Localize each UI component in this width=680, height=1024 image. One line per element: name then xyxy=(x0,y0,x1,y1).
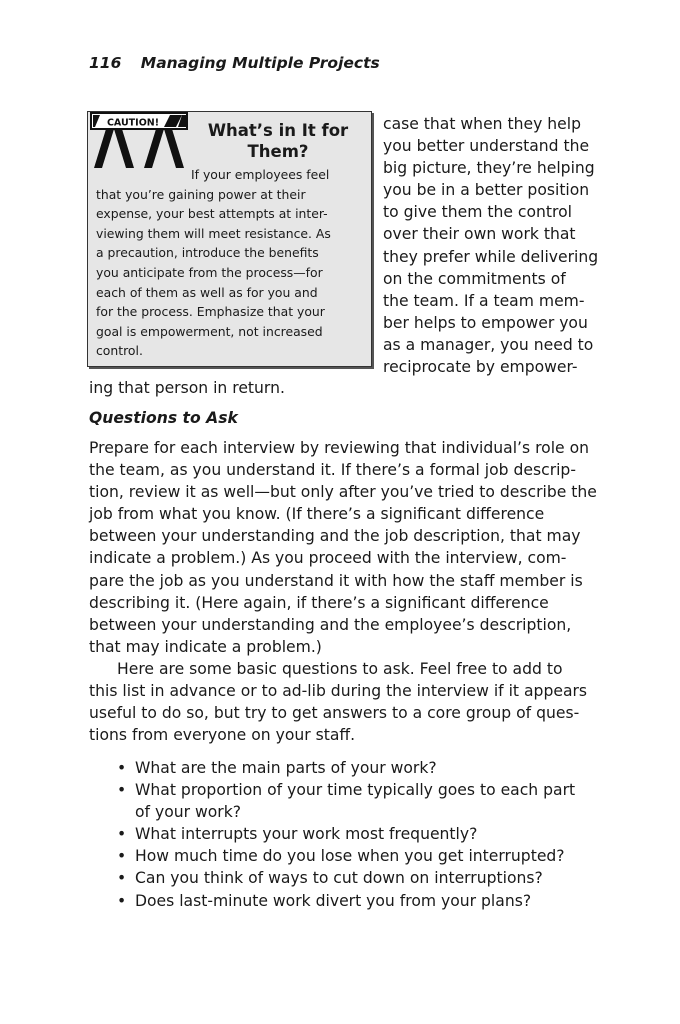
text-line: case that when they help xyxy=(383,115,581,133)
paragraph xyxy=(89,658,604,746)
questions-list xyxy=(115,757,575,912)
text-line: Prepare for each interview by reviewing that individual’s role on xyxy=(89,439,590,457)
text-line: useful to do so, but try to get answers to a core group of ques- xyxy=(89,704,580,723)
caution-title xyxy=(198,120,358,162)
text-line: over their own work that xyxy=(383,225,576,244)
caution-badge-text: CAUTION! xyxy=(106,117,160,129)
caution-body xyxy=(96,165,361,361)
list-item-text: of your work? xyxy=(135,803,242,822)
section-heading: Questions to Ask xyxy=(89,409,238,427)
text-line: Here are some basic questions to ask. Feel free to add to xyxy=(117,660,563,678)
list-item xyxy=(115,823,575,845)
book-title: Managing Multiple Projects xyxy=(140,54,380,72)
text-line: you better understand the xyxy=(383,137,590,156)
caution-body-line: control. xyxy=(96,343,143,359)
bullet: • xyxy=(117,891,127,910)
list-item xyxy=(115,845,575,867)
bullet: • xyxy=(117,869,127,888)
text-line: big picture, they’re helping xyxy=(383,159,595,178)
text-line: that may indicate a problem.) xyxy=(89,637,322,656)
list-item-text: What are the main parts of your work? xyxy=(135,759,437,777)
list-item xyxy=(115,779,575,823)
text-line: the team. If a team mem- xyxy=(383,291,585,310)
caution-sawhorse-icon xyxy=(90,112,190,170)
text-line: between your understanding and the job description, that may xyxy=(89,527,581,546)
list-item-text: Can you think of ways to cut down on interruptions? xyxy=(135,869,543,888)
list-item xyxy=(115,867,575,889)
list-item xyxy=(115,890,575,912)
caution-body-line: viewing them will meet resistance. As xyxy=(96,225,331,241)
text-line: tions from everyone on your staff. xyxy=(89,726,356,745)
bullet: • xyxy=(117,759,127,777)
list-item-text: Does last-minute work divert you from your plans? xyxy=(135,891,532,910)
caution-body-line: that you’re gaining power at their xyxy=(96,186,306,202)
text-line: indicate a problem.) As you proceed with the interview, com- xyxy=(89,549,567,568)
caution-body-line: you anticipate from the process—for xyxy=(96,264,323,280)
text-line: this list in advance or to ad-lib during the interview if it appears xyxy=(89,682,588,701)
text-line: ber helps to empower you xyxy=(383,313,588,332)
text-line: between your understanding and the employee’s description, xyxy=(89,615,572,634)
caution-sidebar xyxy=(87,111,372,367)
caution-body-line: each of them as well as for you and xyxy=(96,284,318,300)
bullet: • xyxy=(117,781,127,800)
text-line: the team, as you understand it. If there’s a formal job descrip- xyxy=(89,461,576,480)
caution-title-line: What’s in It for xyxy=(207,121,349,140)
text-line: pare the job as you understand it with how the staff member is xyxy=(89,571,583,590)
caution-body-line: If your employees feel xyxy=(191,167,330,182)
text-line: ing that person in return. xyxy=(89,379,285,397)
list-item-text: What interrupts your work most frequently? xyxy=(135,825,478,844)
list-item-text: How much time do you lose when you get interrupted? xyxy=(135,847,565,866)
text-line: reciprocate by empower- xyxy=(383,358,578,377)
caution-body-line: expense, your best attempts at inter- xyxy=(96,206,328,222)
running-header xyxy=(89,54,380,72)
text-line: they prefer while delivering xyxy=(383,247,599,266)
continuation-text xyxy=(89,377,604,399)
text-line: on the commitments of xyxy=(383,269,566,288)
paragraph xyxy=(89,437,604,658)
caution-title-line: Them? xyxy=(247,142,309,161)
caution-body-line: a precaution, introduce the benefits xyxy=(96,245,319,261)
bullet: • xyxy=(117,847,127,866)
text-line: you be in a better position xyxy=(383,181,590,200)
text-line: tion, review it as well—but only after you’ve tried to describe the xyxy=(89,483,597,502)
list-item xyxy=(115,757,575,779)
page-number: 116 xyxy=(89,54,122,72)
wrapped-column-text xyxy=(383,113,598,378)
text-line: to give them the control xyxy=(383,203,572,222)
text-line: describing it. (Here again, if there’s a significant difference xyxy=(89,593,549,612)
text-line: as a manager, you need to xyxy=(383,335,594,354)
caution-body-line: for the process. Emphasize that your xyxy=(96,304,325,320)
list-item-text: What proportion of your time typically goes to each part xyxy=(135,781,576,800)
caution-body-line: goal is empowerment, not increased xyxy=(96,323,323,339)
bullet: • xyxy=(117,825,127,844)
text-line: job from what you know. (If there’s a significant difference xyxy=(89,505,545,524)
